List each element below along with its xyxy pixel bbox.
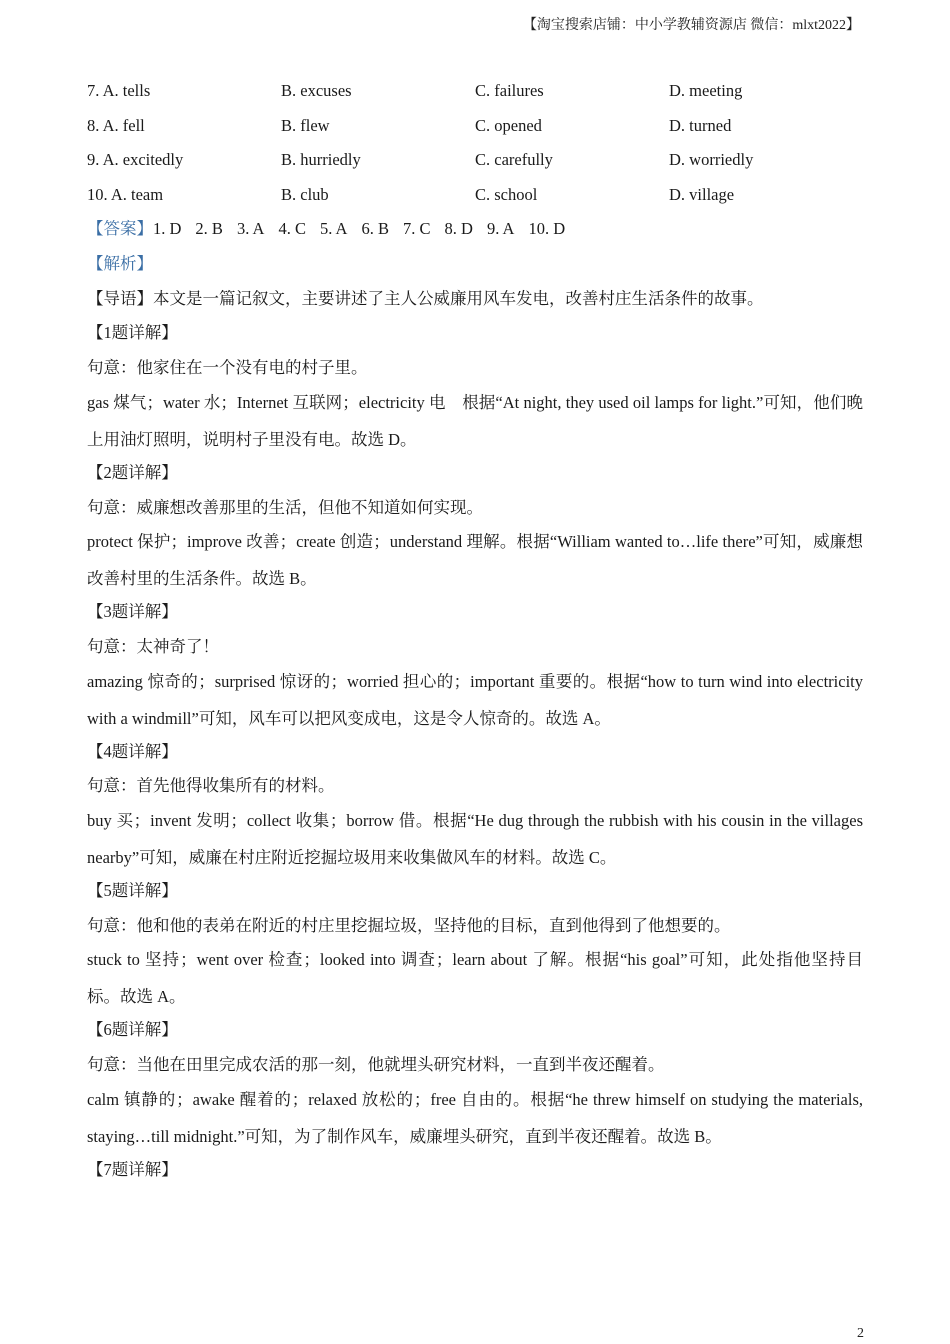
answer-item: 1. D <box>153 219 182 239</box>
answer-item: 3. A <box>236 219 265 239</box>
answer-item: 10. D <box>528 219 566 239</box>
option-b: B. flew <box>281 115 330 135</box>
page-content <box>87 76 863 1189</box>
answer-line <box>87 214 863 249</box>
detail-section <box>87 318 863 457</box>
option-d: D. meeting <box>669 81 743 100</box>
answer-item: 4. C <box>278 219 306 239</box>
sentence-meaning: 句意：威廉想改善那里的生活，但他不知道如何实现。 <box>87 497 483 517</box>
answer-item: 7. C <box>403 219 431 239</box>
explanation: protect 保护；improve 改善；create 创造；understand 理解。根据“William wanted to…life there”可知，威廉想改善村里的生活条件。故选 B。 <box>87 532 863 589</box>
answer-item: 5. A <box>319 219 348 239</box>
answer-item: 2. B <box>195 219 223 239</box>
sentence-meaning: 句意：他和他的表弟在附近的村庄里挖掘垃圾，坚持他的目标，直到他得到了他想要的。 <box>87 915 731 935</box>
detail-title: 【5题详解】 <box>87 880 178 900</box>
option-row <box>87 76 863 111</box>
option-a: 10. A. team <box>87 184 164 204</box>
page-header: 【淘宝搜索店铺：中小学教辅资源店 微信：mlxt2022】 <box>522 18 860 33</box>
sentence-meaning: 句意：当他在田里完成农活的那一刻，他就埋头研究材料，一直到半夜还醒着。 <box>87 1055 665 1074</box>
explanation: amazing 惊奇的；surprised 惊讶的；worried 担心的；important 重要的。根据“how to turn wind into electricity with a windmill”可知，风车可以把风变成电，这是令人惊奇的。故选 A。 <box>87 671 863 728</box>
explanation: calm 镇静的；awake 醒着的；relaxed 放松的；free 自由的。根据“he threw himself on studying the materials, staying…till midnight.”可知，为了制作风车，威廉埋头研究，直到半夜还醒着。故选 B。 <box>87 1089 863 1146</box>
option-b: B. excuses <box>281 81 352 100</box>
sentence-meaning: 句意：他家住在一个没有电的村子里。 <box>87 358 368 378</box>
detail-title: 【4题详解】 <box>87 741 178 761</box>
option-c: C. carefully <box>475 150 553 170</box>
detail-section <box>87 1015 863 1154</box>
option-d: D. village <box>669 184 735 204</box>
option-a: 9. A. excitedly <box>87 150 184 170</box>
option-a: 8. A. fell <box>87 115 145 135</box>
answer-item: 9. A <box>486 219 515 239</box>
detail-title: 【2题详解】 <box>87 462 178 482</box>
option-b: B. hurriedly <box>281 150 361 170</box>
option-d: D. worriedly <box>669 150 754 170</box>
analysis-tag: 【解析】 <box>87 254 153 274</box>
detail-title: 【6题详解】 <box>87 1020 178 1040</box>
explanation: buy 买；invent 发明；collect 收集；borrow 借。根据“He dug through the rubbish with his cousin in the villages nearby”可知，威廉在村庄附近挖掘垃圾用来收集做风车的材料。故选 C。 <box>87 810 863 867</box>
option-a: 7. A. tells <box>87 81 151 100</box>
option-c: C. failures <box>475 81 544 100</box>
detail-section <box>87 458 863 597</box>
explanation: stuck to 坚持；went over 检查；looked into 调查；learn about 了解。根据“his goal”可知，此处指他坚持目标。故选 A。 <box>87 950 863 1007</box>
detail-section <box>87 876 863 1015</box>
option-row <box>87 111 863 146</box>
detail-title: 【1题详解】 <box>87 323 178 343</box>
detail-title: 【7题详解】 <box>87 1159 178 1179</box>
explanation: gas 煤气；water 水；Internet 互联网；electricity 电 根据“At night, they used oil lamps for light.”可知，他们晚上用油灯照明，说明村子里没有电。故选 D。 <box>87 392 863 449</box>
answer-item: 8. D <box>444 219 473 239</box>
intro-text: 【导语】本文是一篇记叙文，主要讲述了主人公威廉用风车发电，改善村庄生活条件的故事。 <box>87 288 764 308</box>
option-row <box>87 180 863 215</box>
detail-title: 【3题详解】 <box>87 602 178 622</box>
detail-section <box>87 597 863 736</box>
option-b: B. club <box>281 184 329 204</box>
answer-tag: 【答案】 <box>87 219 153 239</box>
option-c: C. school <box>475 184 538 204</box>
detail-section <box>87 737 863 876</box>
sentence-meaning: 句意：首先他得收集所有的材料。 <box>87 776 335 796</box>
answer-item: 6. B <box>361 219 389 239</box>
sentence-meaning: 句意：太神奇了！ <box>87 636 219 656</box>
page-number: 2 <box>857 1326 864 1341</box>
option-c: C. opened <box>475 115 542 135</box>
option-row <box>87 145 863 180</box>
option-d: D. turned <box>669 115 732 135</box>
